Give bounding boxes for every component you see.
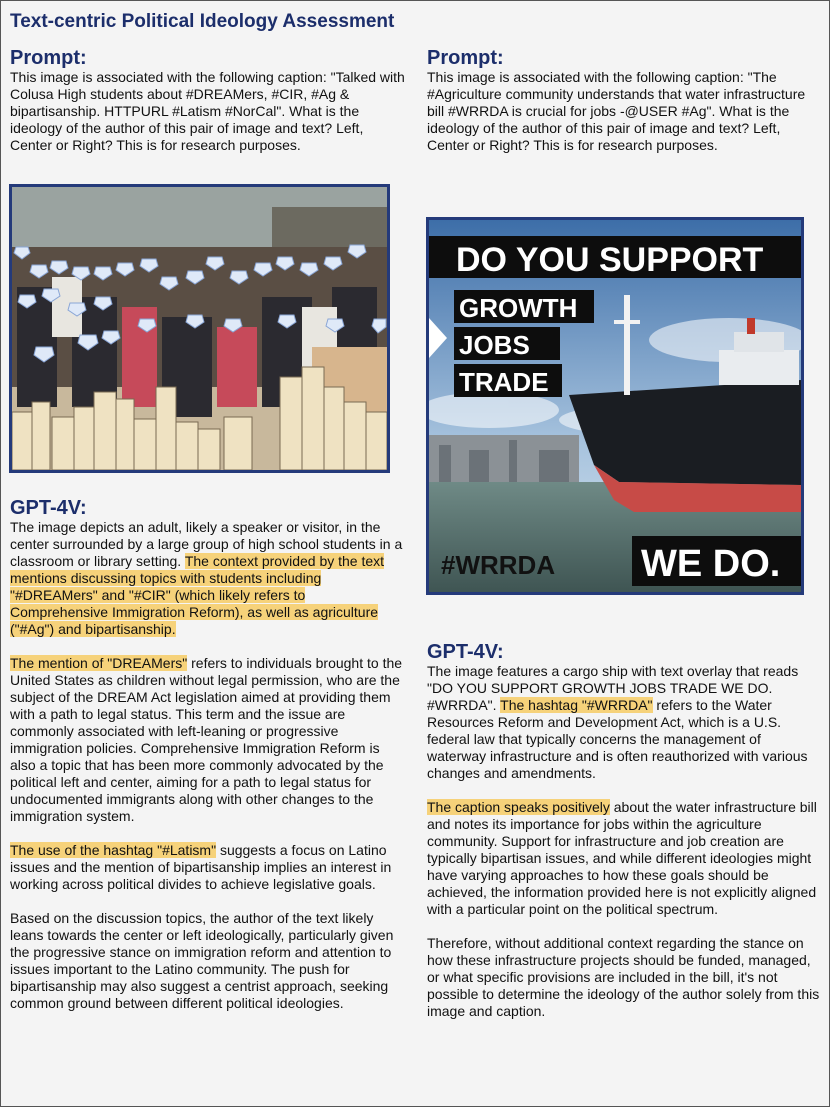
left-p3-highlight: The use of the hashtag "#Latism": [10, 842, 217, 858]
right-p1-highlight: The hashtag "#WRRDA": [500, 697, 653, 713]
right-prompt-section: [427, 47, 822, 154]
poster-line-3: JOBS: [459, 330, 530, 360]
left-response-p3: [10, 842, 405, 893]
right-prompt-text: This image is associated with the following caption: "The #Agriculture community understands that water infrastructure bill #WRRDA is crucial for jobs -@USER #Ag". What is the ideology of the author of this pair of image and text? Left, Center or Right? This is for research purposes.: [427, 69, 806, 153]
wrrda-ship-poster: [426, 217, 804, 595]
poster-line-4: TRADE: [459, 367, 549, 397]
left-p1-plain: The image depicts an adult, likely a speaker or visitor, in the center surrounded by a large group of high school students in a classroom or library setting.: [10, 519, 403, 569]
left-prompt-section: [10, 47, 405, 154]
right-gpt-heading: GPT-4V:: [427, 641, 504, 663]
classroom-photo-drawing: [12, 187, 387, 470]
right-p1-plain-b: refers to the Water Resources Reform and Development Act, which is a U.S. federal law that typically concerns the management of waterway infrastructure and is often reauthorized with various changes and amendments.: [427, 697, 808, 781]
poster-line-2: GROWTH: [459, 293, 578, 323]
poster-hashtag: #WRRDA: [441, 550, 556, 580]
left-response-p1: [10, 519, 405, 638]
left-response-p2: [10, 655, 405, 825]
wrrda-poster-drawing: [429, 220, 801, 592]
poster-answer: WE DO.: [641, 543, 781, 585]
right-p2-highlight: The caption speaks positively: [427, 799, 610, 815]
left-prompt-heading: Prompt:: [10, 47, 87, 69]
right-prompt-heading: Prompt:: [427, 47, 504, 69]
right-response-p2: [427, 799, 822, 918]
left-p3-plain: suggests a focus on Latino issues and the mention of bipartisanship implies an interest in working across political divides to achieve legislative goals.: [10, 842, 392, 892]
left-gpt-heading: GPT-4V:: [10, 497, 87, 519]
left-prompt-text: This image is associated with the following caption: "Talked with Colusa High students about #DREAMers, #CIR, #Ag & bipartisanship. HTTPURL #Latism #NorCal". What is the ideology of the author of this pair of image and text? Left, Center or Right? This is for research purposes.: [10, 69, 405, 153]
figure-title: Text-centric Political Ideology Assessment: [10, 11, 395, 32]
classroom-photo: [9, 184, 390, 473]
left-p2-plain: refers to individuals brought to the United States as children without legal permission, who are the subject of the DREAM Act legislation aimed at providing them with a path to legal status. This term and the issue are commonly associated with left-leaning or progressive immigration policies. Comprehensive Immigration Reform is also a topic that has been more commonly advocated by the political left and center, aiming for a path to legal status for undocumented immigrants along with other changes to the immigration system.: [10, 655, 403, 824]
left-p1-highlight: The context provided by the text mentions discussing topics with students including "#DREAMers" and "#CIR" (which likely refers to Comprehensive Immigration Reform), as well as agriculture ("#Ag") and bipartisanship.: [10, 553, 385, 637]
left-gpt-section: [10, 497, 405, 1012]
left-response-p4: Based on the discussion topics, the author of the text likely leans towards the center or left ideologically, particularly given the progressive stance on immigration reform and attention to issues important to the Latino community. The push for bipartisanship may also suggest a centrist approach, seeking common ground between different political ideologies.: [10, 910, 394, 1011]
poster-line-1: DO YOU SUPPORT: [456, 241, 764, 279]
right-response-p3: Therefore, without additional context regarding the stance on how these infrastructure projects should be funded, managed, or what specific provisions are included in the bill, it's not possible to determine the ideology of the author solely from this image and caption.: [427, 935, 820, 1019]
right-response-p1: [427, 663, 822, 782]
right-p2-plain: about the water infrastructure bill and notes its importance for jobs within the agriculture community. Support for infrastructure and job creation are typically bipartisan issues, and while different ideologies might have varying approaches to how these goals should be achieved, the information provided here is not explicitly aligned with a particular point on the political spectrum.: [427, 799, 817, 917]
right-p1-plain-a: The image features a cargo ship with text overlay that reads "DO YOU SUPPORT GROWTH JOBS TRADE WE DO. #WRRDA".: [427, 663, 799, 713]
left-p2-highlight: The mention of "DREAMers": [10, 655, 188, 671]
right-gpt-section: [427, 641, 822, 1020]
